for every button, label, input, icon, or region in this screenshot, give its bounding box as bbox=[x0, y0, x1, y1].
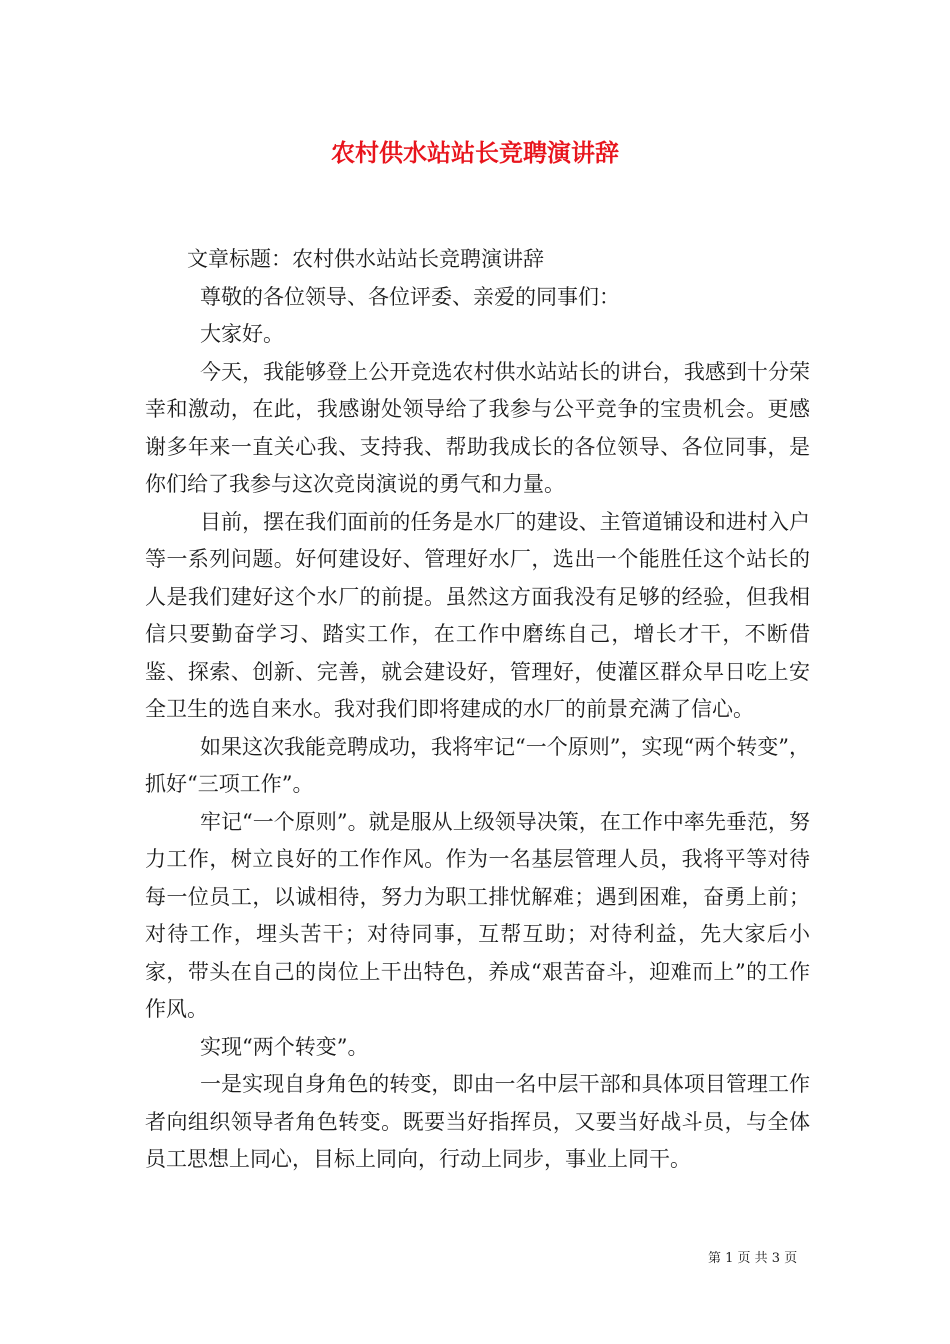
paragraph-one-principle: 牢记“一个原则”。就是服从上级领导决策，在工作中率先垂范，努力工作，树立良好的工作作风。作为一名基层管理人员，我将平等对待每一位员工，以诚相待，努力为职工排忧解难；遇到困难，奋勇上前；对待工作，埋头苦干；对待同事，互帮互助；对待利益，先大家后小家，带头在自己的岗位上干出特色，养成“艰苦奋斗，迎难而上”的工作作风。 bbox=[145, 809, 810, 1021]
paragraph-commitment: 如果这次我能竞聘成功，我将牢记“一个原则”，实现“两个转变”，抓好“三项工作”。 bbox=[145, 734, 810, 796]
paragraph-article-heading: 文章标题：农村供水站站长竞聘演讲辞 bbox=[187, 247, 544, 271]
document-title: 农村供水站站长竞聘演讲辞 bbox=[331, 138, 619, 167]
paragraph-first-change: 一是实现自身角色的转变，即由一名中层干部和具体项目管理工作者向组织领导者角色转变。既要当好指挥员，又要当好战斗员，与全体员工思想上同心，目标上同向，行动上同步，事业上同干。 bbox=[145, 1072, 810, 1171]
paragraph-two-changes-heading: 实现“两个转变”。 bbox=[200, 1034, 369, 1059]
page-number-footer: 第 1 页 共 3 页 bbox=[708, 1251, 798, 1266]
paragraph-greeting: 大家好。 bbox=[200, 322, 284, 346]
paragraph-current-tasks: 目前，摆在我们面前的任务是水厂的建设、主管道铺设和进村入户等一系列问题。好何建设好、管理好水厂，选出一个能胜任这个站长的人是我们建好这个水厂的前提。虽然这方面我没有足够的经验，但我相信只要勤奋学习、踏实工作，在工作中磨练自己，增长才干，不断借鉴、探索、创新、完善，就会建设好，管理好，使灌区群众早日吃上安全卫生的选自来水。我对我们即将建成的水厂的前景充满了信心。 bbox=[145, 509, 810, 721]
paragraph-intro: 今天，我能够登上公开竞选农村供水站站长的讲台，我感到十分荣幸和激动，在此，我感谢处领导给了我参与公平竞争的宝贵机会。更感谢多年来一直关心我、支持我、帮助我成长的各位领导、各位同事，是你们给了我参与这次竞岗演说的勇气和力量。 bbox=[145, 359, 810, 496]
document-body bbox=[145, 241, 810, 1179]
paragraph-salutation: 尊敬的各位领导、各位评委、亲爱的同事们： bbox=[200, 284, 620, 309]
